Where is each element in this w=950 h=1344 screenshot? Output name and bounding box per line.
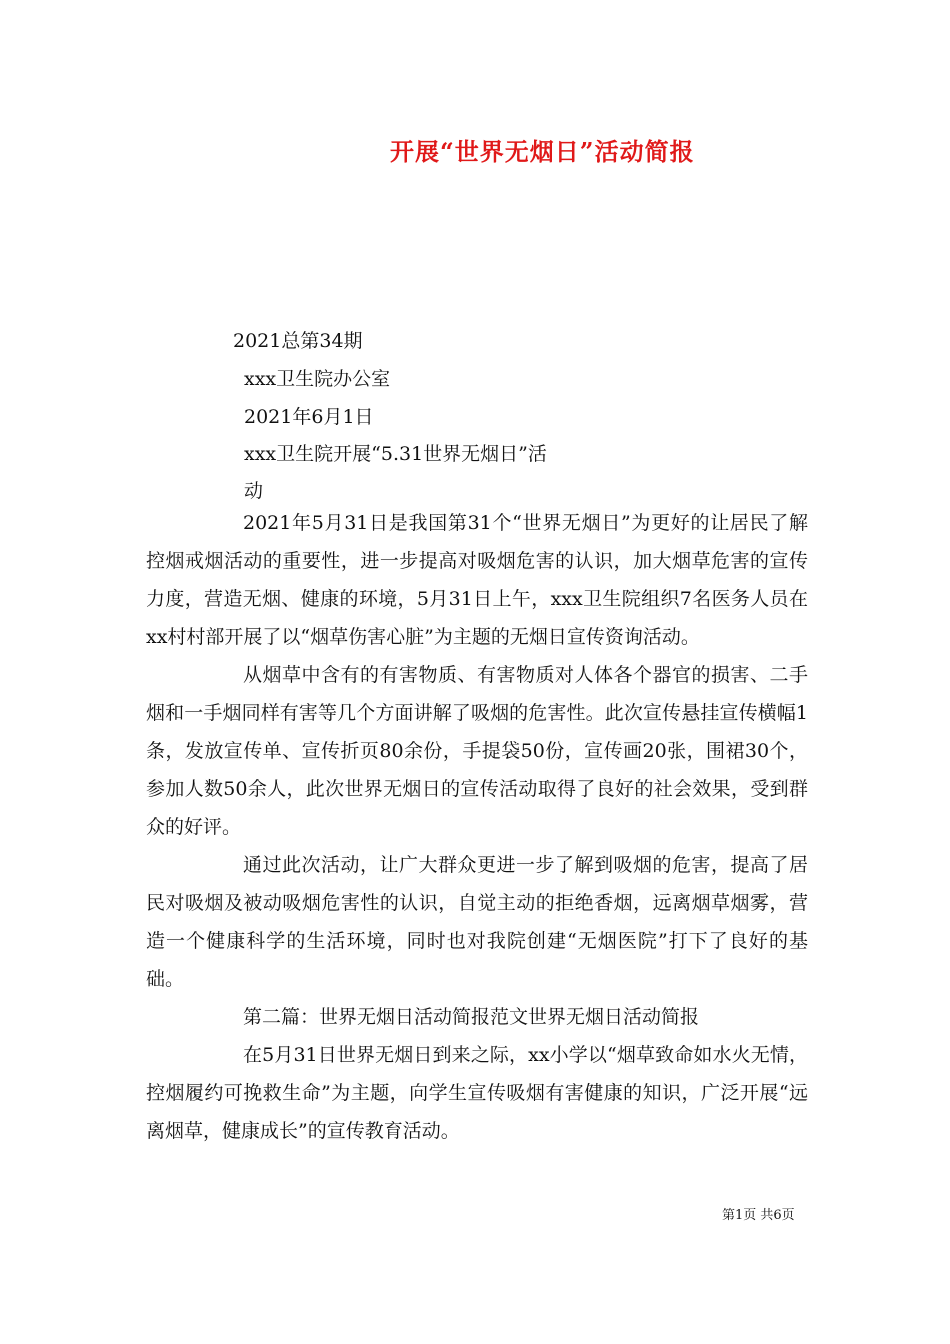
subtitle-line-2: 动 — [244, 480, 264, 502]
page-indicator: 第1页 共6页 — [722, 1208, 795, 1223]
issue-number: 2021总第34期 — [233, 330, 363, 352]
paragraph-2: 从烟草中含有的有害物质、有害物质对人体各个器官的损害、二手烟和一手烟同样有害等几个方面讲解了吸烟的危害性。此次宣传悬挂宣传横幅1条，发放宣传单、宣传折页80余份，手提袋50份，宣传画20张，围裙30个，参加人数50余人，此次世界无烟日的宣传活动取得了良好的社会效果，受到群众的好评。 — [146, 664, 808, 838]
section-heading-second-article: 第二篇：世界无烟日活动简报范文世界无烟日活动简报 — [243, 1006, 700, 1028]
issuing-office: xxx卫生院办公室 — [244, 368, 391, 390]
issue-date: 2021年6月1日 — [244, 406, 374, 428]
paragraph-1: 2021年5月31日是我国第31个“世界无烟日”为更好的让居民了解控烟戒烟活动的重要性，进一步提高对吸烟危害的认识，加大烟草危害的宣传力度，营造无烟、健康的环境，5月31日上午，xxx卫生院组织7名医务人员在xx村村部开展了以“烟草伤害心脏”为主题的无烟日宣传资询活动。 — [146, 512, 808, 648]
subtitle-line-1: xxx卫生院开展“5.31世界无烟日”活 — [244, 443, 547, 465]
document-body — [146, 504, 808, 1150]
paragraph-5: 在5月31日世界无烟日到来之际，xx小学以“烟草致命如水火无情，控烟履约可挽救生命”为主题，向学生宣传吸烟有害健康的知识，广泛开展“远离烟草，健康成长”的宣传教育活动。 — [146, 1044, 808, 1142]
paragraph-3: 通过此次活动，让广大群众更进一步了解到吸烟的危害，提高了居民对吸烟及被动吸烟危害性的认识，自觉主动的拒绝香烟，远离烟草烟雾，营造一个健康科学的生活环境，同时也对我院创建“无烟医院”打下了良好的基础。 — [146, 854, 808, 990]
page-title: 开展“世界无烟日”活动简报 — [390, 137, 695, 166]
